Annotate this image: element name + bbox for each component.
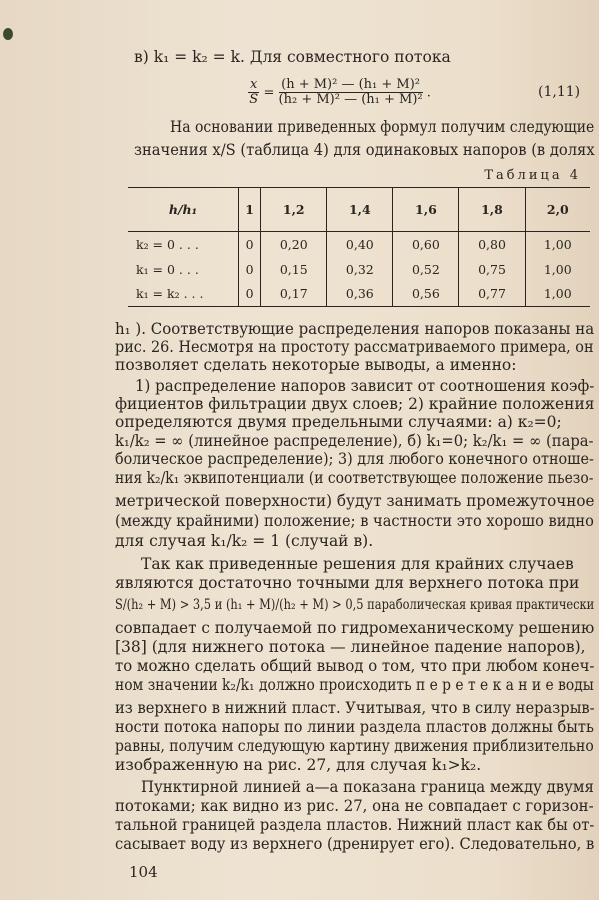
page-stain bbox=[3, 28, 13, 40]
body-line-25: потоками; как видно из рис. 27, она не совпадает с горизон- bbox=[115, 797, 594, 815]
body-line-17: [38] (для нижнего потока — линейное падение напоров), bbox=[115, 638, 586, 656]
body-line-14: являются достаточно точными для верхнего потока при bbox=[115, 574, 580, 592]
table-cell: 0,77 bbox=[459, 282, 525, 307]
formula-intro: в) k₁ = k₂ = k. Для совместного потока bbox=[134, 48, 451, 66]
table-row bbox=[128, 257, 590, 282]
table-cell: 0 bbox=[239, 282, 261, 307]
body-line-11: (между крайними) положение; в частности это хорошо видно bbox=[115, 512, 594, 530]
body-line-21: ности потока напоры по линии раздела пластов должны быть bbox=[115, 718, 594, 736]
table-row bbox=[128, 232, 590, 257]
body-line-10: метрической поверхности) будут занимать промежуточное bbox=[115, 492, 595, 510]
equation-lhs-den: S bbox=[249, 92, 259, 108]
table-cell: 0,56 bbox=[393, 282, 459, 307]
body-line-07: k₁/k₂ = ∞ (линейное распределение), б) k₁=0; k₂/k₁ = ∞ (пара- bbox=[115, 432, 594, 450]
para1-line1: На основании приведенных формул получим следующие bbox=[170, 118, 595, 136]
table-cell: 0 bbox=[239, 257, 261, 282]
body-line-02: рис. 26. Несмотря на простоту рассматриваемого примера, он bbox=[115, 338, 594, 356]
body-line-15: S/(h₂ + M) > 3,5 и (h₁ + M)/(h₂ + M) > 0,5 параболическая кривая практически bbox=[115, 597, 595, 613]
table-cell: 0,17 bbox=[261, 282, 327, 307]
table-row-label: k₁ = 0 . . . bbox=[136, 261, 199, 277]
table-header-cell: 1,8 bbox=[459, 188, 525, 232]
equation-lhs-num: x bbox=[250, 77, 258, 92]
body-line-20: из верхнего в нижний пласт. Учитывая, что в силу неразрыв- bbox=[115, 699, 595, 717]
table-row-label: k₂ = 0 . . . bbox=[136, 236, 199, 252]
table-cell: 0,75 bbox=[459, 257, 525, 282]
table-header-cell: 1,2 bbox=[261, 188, 327, 232]
body-line-18: то можно сделать общий вывод о том, что при любом конеч- bbox=[115, 657, 595, 675]
body-line-05: фициентов фильтрации двух слоев; 2) крайние положения bbox=[115, 395, 595, 413]
equation-rhs-num: (h + M)² — (h₁ + M)² bbox=[279, 78, 423, 93]
table-header-cell: 1,4 bbox=[327, 188, 393, 232]
table-cell: 0,20 bbox=[261, 232, 327, 257]
table-header-cell: 2,0 bbox=[525, 188, 590, 232]
body-line-26: тальной границей раздела пластов. Нижний пласт как бы от- bbox=[115, 816, 595, 834]
table-cell: 0,32 bbox=[327, 257, 393, 282]
body-line-08: болическое распределение); 3) для любого конечного отноше- bbox=[115, 450, 594, 468]
table-header-row bbox=[128, 188, 590, 232]
equation-rhs bbox=[279, 78, 423, 108]
body-line-13: Так как приведенные решения для крайних случаев bbox=[141, 555, 574, 573]
table-cell: 0 bbox=[239, 232, 261, 257]
body-line-03: позволяет сделать некоторые выводы, а именно: bbox=[115, 356, 517, 374]
table-cell: 1,00 bbox=[525, 282, 590, 307]
equation-1-11 bbox=[248, 78, 431, 108]
body-line-27: сасывает воду из верхнего (дренирует его). Следовательно, в bbox=[115, 835, 595, 853]
table-cell: 0,60 bbox=[393, 232, 459, 257]
body-line-22: равны, получим следующую картину движения приблизительно bbox=[115, 737, 594, 755]
table-row bbox=[128, 282, 590, 307]
equation-number: (1,11) bbox=[538, 84, 581, 100]
table-header-cell: 1 bbox=[239, 188, 261, 232]
table-4 bbox=[128, 187, 590, 307]
table-header-cell: 1,6 bbox=[393, 188, 459, 232]
table-cell: 0,40 bbox=[327, 232, 393, 257]
body-line-19: ном значении k₂/k₁ должно происходить п е р е т е к а н и е воды bbox=[115, 676, 594, 694]
equation-equals: = bbox=[263, 85, 275, 101]
table-caption: Таблица 4 bbox=[484, 168, 581, 183]
para1-line2: значения x/S (таблица 4) для одинаковых напоров (в долях bbox=[134, 141, 595, 159]
body-line-12: для случая k₁/k₂ = 1 (случай в). bbox=[115, 532, 374, 550]
body-line-09: ния k₂/k₁ эквипотенциали (и соответствующее положение пьезо- bbox=[115, 469, 594, 487]
table-cell: 0,52 bbox=[393, 257, 459, 282]
equation-period: . bbox=[426, 85, 431, 101]
body-line-16: совпадает с получаемой по гидромеханическому решению bbox=[115, 619, 595, 637]
table-cell: 0,80 bbox=[459, 232, 525, 257]
page-number: 104 bbox=[129, 863, 158, 881]
equation-rhs-den: (h₂ + M)² — (h₁ + M)² bbox=[278, 92, 423, 108]
body-line-06: определяются двумя предельными случаями: а) к₂=0; bbox=[115, 413, 562, 431]
table-cell: 0,15 bbox=[261, 257, 327, 282]
table-row-label: k₁ = k₂ . . . bbox=[136, 286, 204, 302]
body-line-04: 1) распределение напоров зависит от соотношения коэф- bbox=[135, 377, 595, 395]
body-line-24: Пунктирной линией а—а показана граница между двумя bbox=[141, 778, 594, 796]
table-cell: 1,00 bbox=[525, 257, 590, 282]
body-line-23: изображенную на рис. 27, для случая k₁>k₂. bbox=[115, 756, 482, 774]
equation-lhs bbox=[248, 78, 259, 108]
table-cell: 0,36 bbox=[327, 282, 393, 307]
table-header-ratio: h/h₁ bbox=[168, 202, 198, 217]
table-cell: 1,00 bbox=[525, 232, 590, 257]
body-line-01: h₁ ). Соответствующие распределения напоров показаны на bbox=[115, 320, 595, 338]
